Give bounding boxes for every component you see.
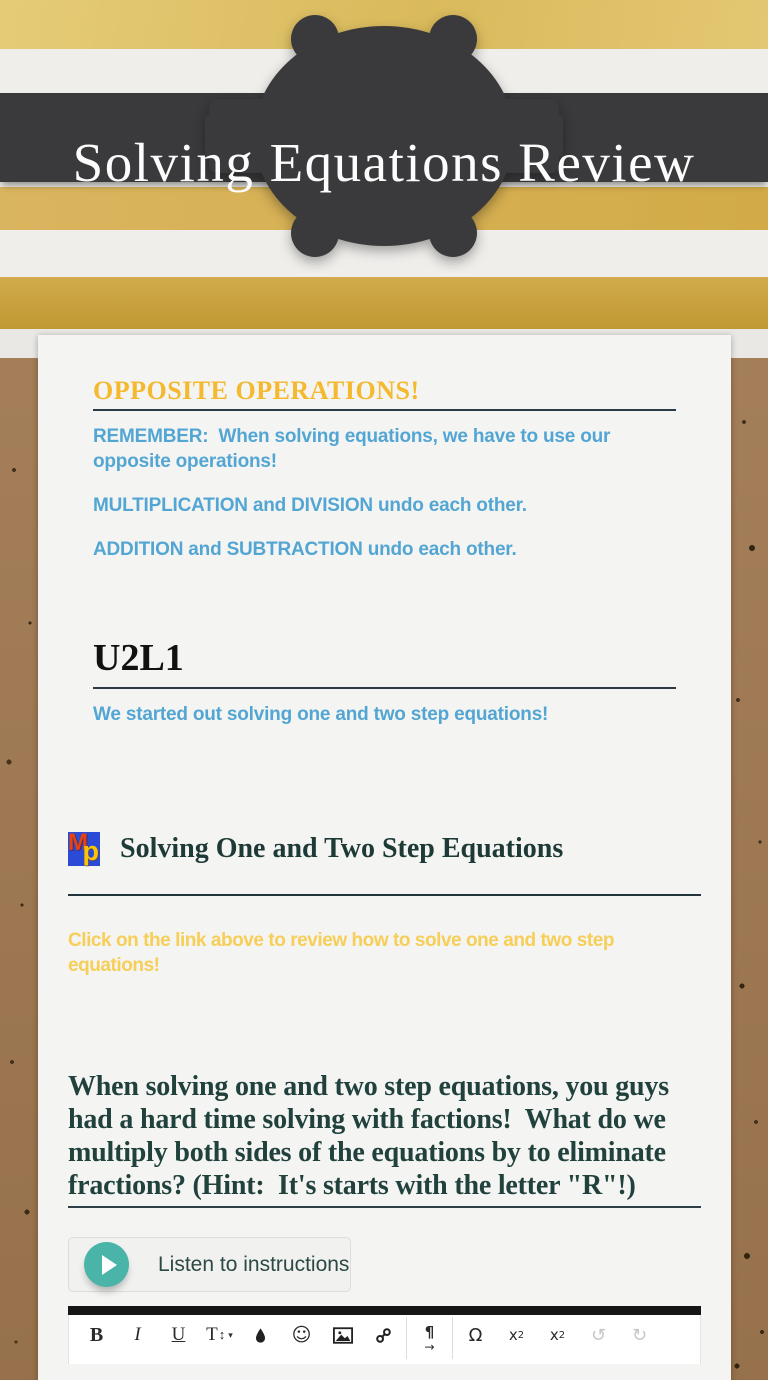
page-title: Solving Equations Review	[72, 132, 696, 193]
editor-top-bar	[68, 1306, 701, 1315]
worksheet-card	[38, 335, 731, 1380]
special-characters-icon[interactable]: Ω	[468, 1324, 483, 1346]
listen-to-instructions-button[interactable]	[68, 1237, 351, 1292]
section-heading-u2l1: U2L1	[93, 637, 184, 679]
listen-button-label: Listen to instructions	[158, 1252, 350, 1276]
editor-toolbar	[68, 1315, 701, 1364]
heading-divider	[93, 687, 676, 689]
favicon-letter-p: p	[82, 836, 99, 866]
page-header	[0, 0, 768, 358]
header-stripe-gold	[0, 277, 768, 329]
section-heading-opposite-operations: OPPOSITE OPERATIONS!	[93, 376, 420, 405]
toolbar-divider	[406, 1317, 407, 1359]
underline-icon[interactable]: U	[171, 1324, 186, 1345]
paragraph-addition-subtraction: ADDITION and SUBTRACTION undo each other.	[93, 539, 517, 560]
font-size-icon[interactable]: T ↕ ▾	[206, 1324, 233, 1345]
paragraph-link-note: Click on the link above to review how to solve one and two step equations!	[68, 930, 619, 976]
superscript-icon[interactable]: x 2	[549, 1326, 566, 1344]
paragraph-u2l1: We started out solving one and two step equations!	[93, 704, 549, 725]
paragraph-direction-icon[interactable]: ¶ →	[424, 1323, 435, 1354]
rich-text-editor	[68, 1306, 701, 1364]
favicon-letter-m: M	[68, 829, 88, 856]
subscript-icon[interactable]: x 2	[508, 1326, 525, 1344]
section-divider	[68, 894, 701, 896]
paragraph-remember: REMEMBER: When solving equations, we have to use our opposite operations!	[93, 426, 616, 472]
insert-link-icon[interactable]	[363, 1320, 404, 1350]
math-playground-favicon-icon	[68, 829, 100, 866]
text-color-droplet-icon[interactable]	[240, 1320, 281, 1350]
play-icon	[84, 1242, 129, 1287]
heading-divider	[93, 409, 676, 411]
resource-link-row	[68, 829, 701, 866]
section-divider	[68, 1206, 701, 1208]
undo-icon[interactable]: ↺	[590, 1324, 607, 1346]
chevron-down-icon: ▾	[228, 1329, 233, 1340]
paragraph-multiplication-division: MULTIPLICATION and DIVISION undo each other.	[93, 495, 527, 516]
italic-icon[interactable]: I	[134, 1324, 141, 1345]
insert-image-icon[interactable]	[322, 1320, 363, 1350]
toolbar-divider	[452, 1317, 453, 1359]
question-text: When solving one and two step equations, you guys had a hard time solving with factions! What do we multiply both sides of the equations by to eliminate fractions? (Hint: It's starts with the letter "R"!)	[68, 1071, 676, 1201]
resource-link[interactable]: Solving One and Two Step Equations	[120, 833, 564, 864]
redo-icon[interactable]: ↻	[631, 1324, 648, 1346]
emoticons-icon[interactable]: ☺	[291, 1324, 312, 1346]
bold-icon[interactable]: B	[89, 1323, 104, 1346]
